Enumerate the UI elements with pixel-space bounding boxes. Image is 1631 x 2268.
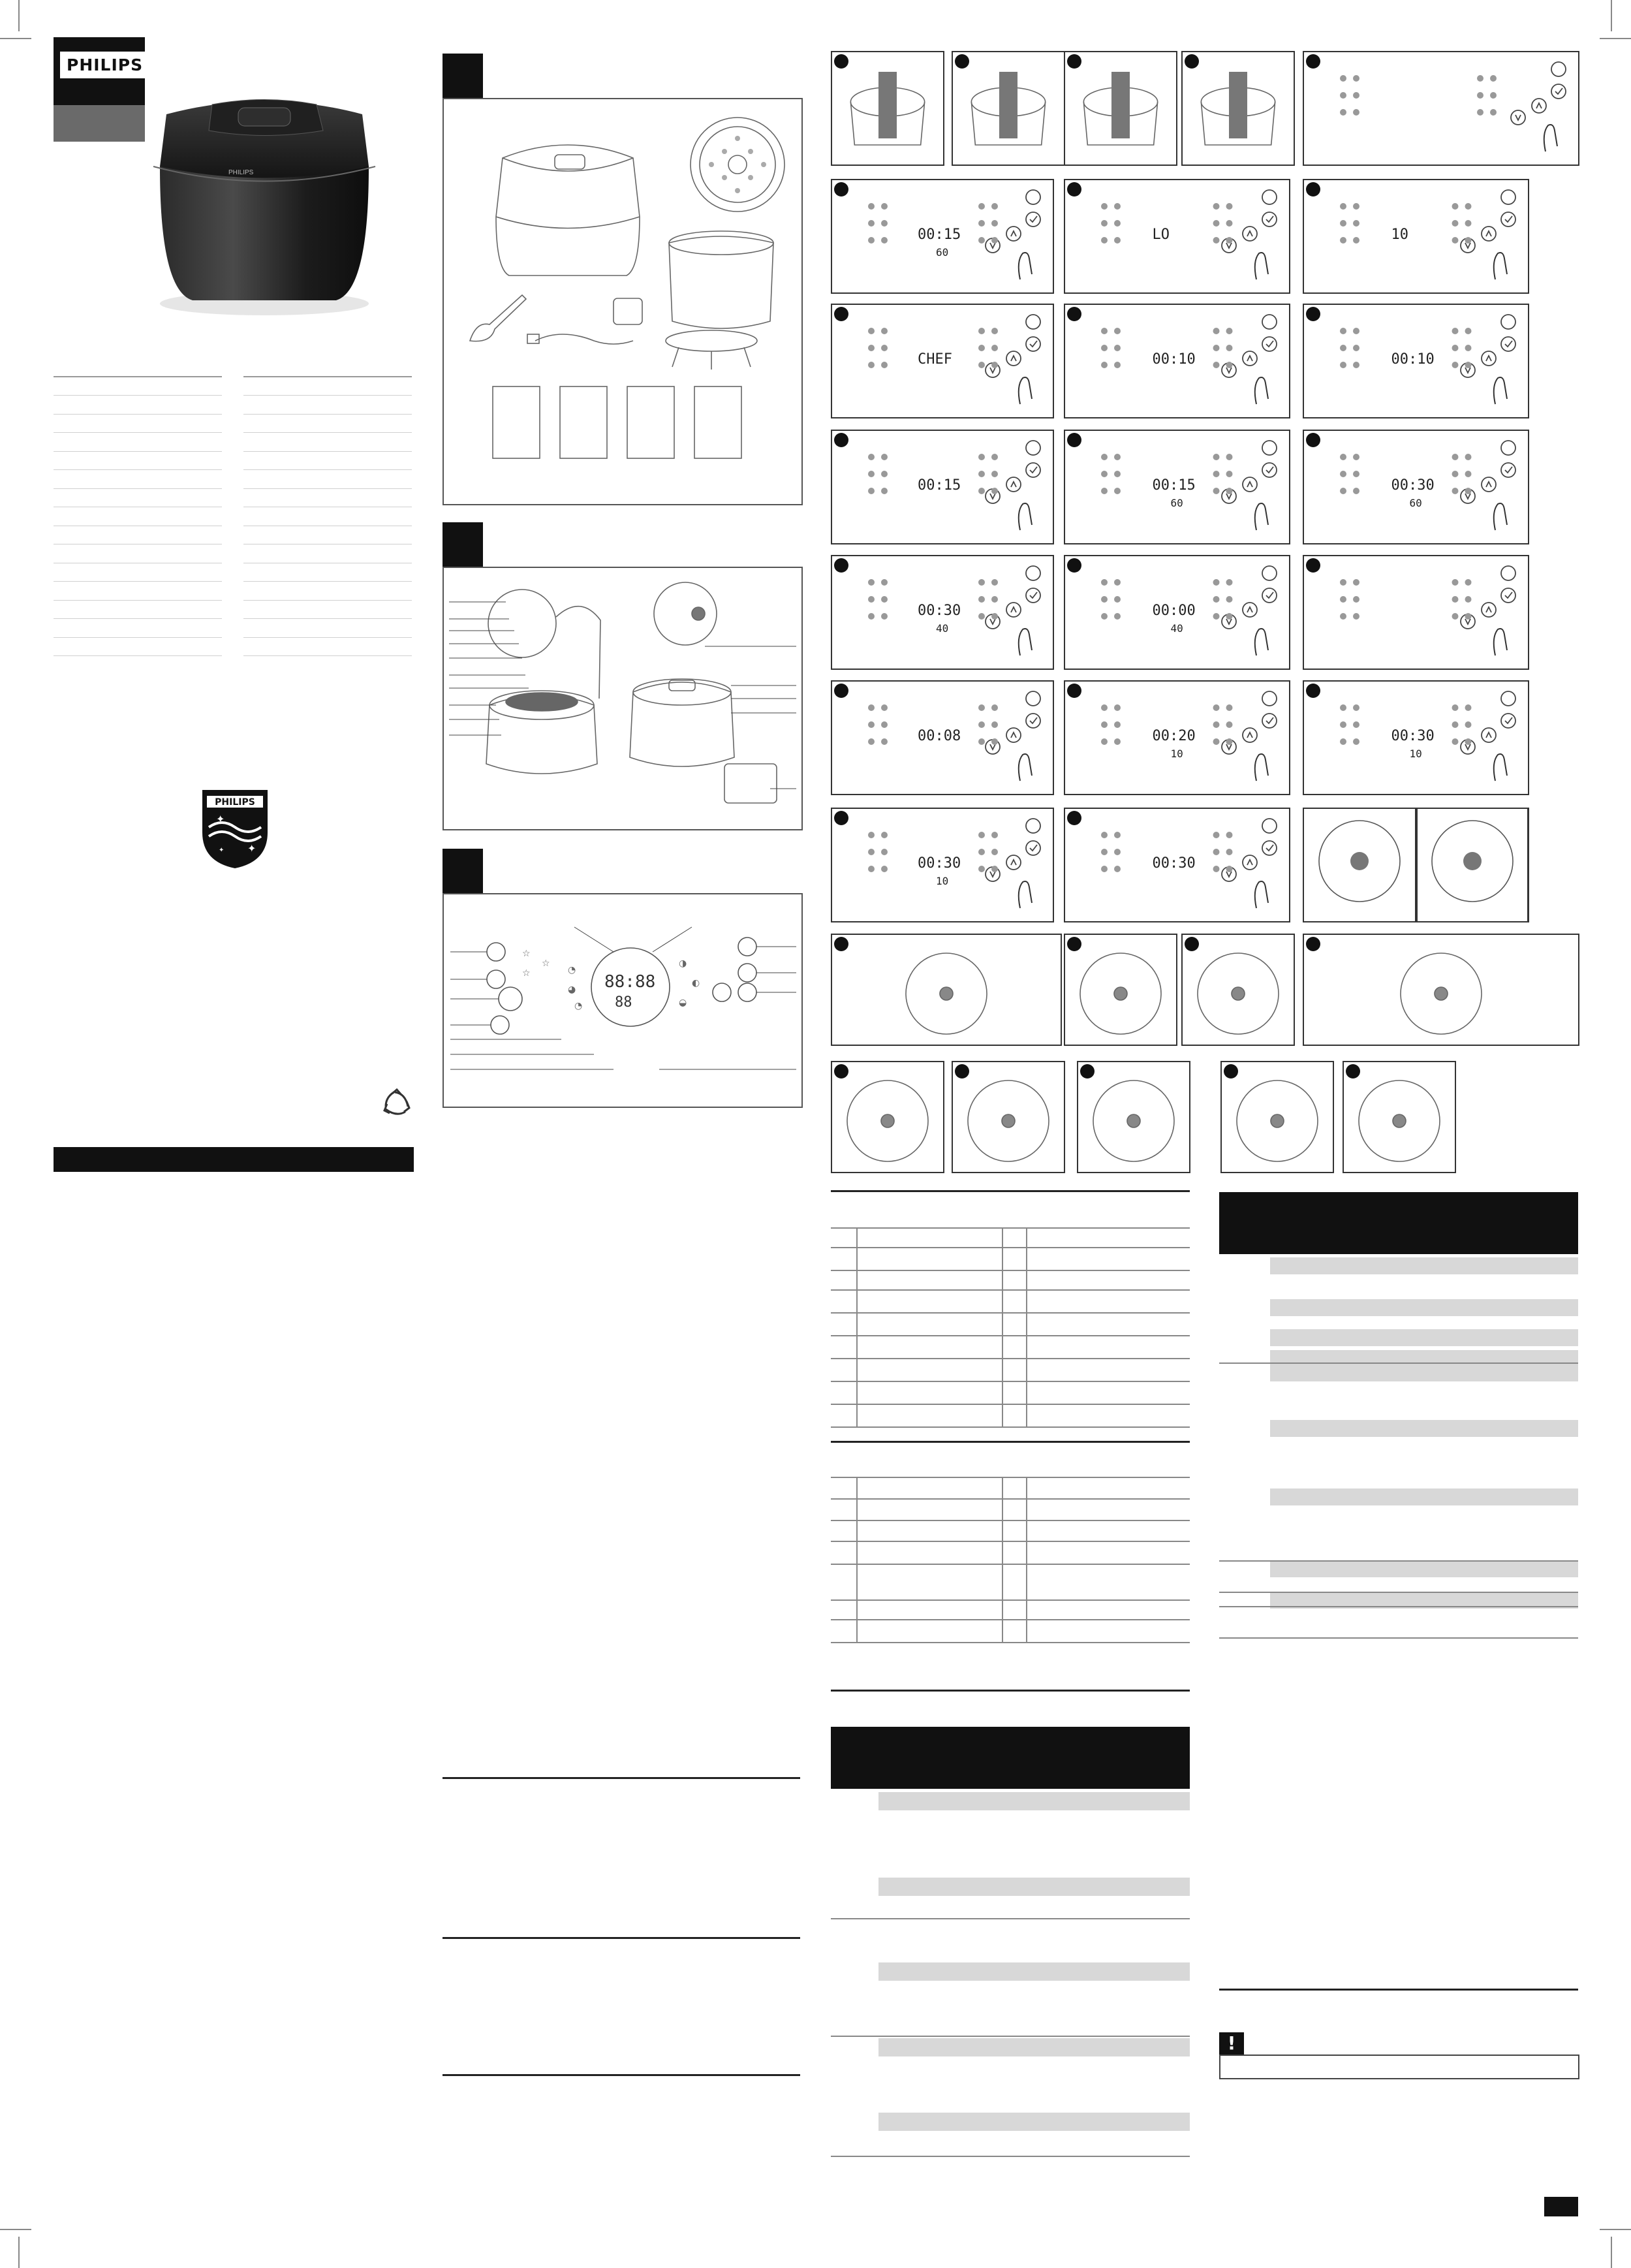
step-display-readout: 00:30 <box>918 603 961 619</box>
step-display-readout: 00:10 <box>1152 351 1196 368</box>
figure-a-tab <box>443 54 483 99</box>
table-row-divider <box>1219 1592 1578 1593</box>
step-display-readout: 00:15 <box>918 227 961 243</box>
maintenance-illustration-panel <box>952 1061 1065 1173</box>
step-display-sub: 60 <box>936 246 949 259</box>
table-row-shaded <box>1270 1299 1578 1316</box>
table-row-divider <box>831 1642 1190 1643</box>
lid-illustration-panel <box>1303 808 1416 922</box>
crop-mark <box>18 0 20 31</box>
svg-text:◐: ◐ <box>692 978 700 988</box>
maintenance-illustration-panel <box>1064 934 1177 1046</box>
svg-text:◒: ◒ <box>679 998 687 1008</box>
table-row-divider <box>1219 1637 1578 1639</box>
table-column-divider <box>1026 1477 1027 1642</box>
step-panel-11 <box>1303 304 1529 418</box>
table-row-divider <box>831 1498 1190 1500</box>
step-number-marker <box>1346 1064 1360 1079</box>
step-panel-3 <box>1064 51 1177 166</box>
svg-text:◑: ◑ <box>679 958 687 969</box>
step-display-readout: 00:08 <box>918 728 961 744</box>
figure-c-control-panel <box>443 893 803 1108</box>
step-display-readout: LO <box>1152 227 1170 243</box>
table-row-divider <box>831 1918 1190 1919</box>
step-display-readout: 00:30 <box>1152 855 1196 872</box>
crop-mark <box>1611 2237 1612 2268</box>
step-number-marker <box>834 937 848 951</box>
step-panel-18 <box>831 680 1054 795</box>
step-number-marker <box>1306 182 1320 197</box>
table-row-divider <box>831 1541 1190 1542</box>
lined-column-left <box>54 358 222 656</box>
step-panel-17 <box>1303 555 1529 670</box>
lid-illustration-panel <box>1416 808 1529 922</box>
step-panel-8 <box>1303 179 1529 294</box>
step-panel-9 <box>831 304 1054 418</box>
step-number-marker <box>1067 182 1081 197</box>
panel-segment-bottom: 88 <box>615 994 632 1011</box>
table-row-shaded <box>1270 1257 1578 1274</box>
panel-segment-top: 88:88 <box>604 972 656 992</box>
step-number-marker <box>1067 811 1081 825</box>
step-display-sub: 40 <box>1170 622 1183 635</box>
table-row-divider <box>831 2156 1190 2157</box>
step-display-readout: 00:00 <box>1152 603 1196 619</box>
table-row-divider <box>831 1404 1190 1405</box>
svg-text:☆: ☆ <box>522 968 531 979</box>
section-rule <box>831 1690 1190 1692</box>
section-rule <box>1219 1989 1578 1991</box>
step-number-marker <box>1067 307 1081 321</box>
crop-mark <box>1600 2229 1631 2230</box>
step-number-marker <box>1185 937 1199 951</box>
svg-text:◕: ◕ <box>568 984 576 995</box>
step-number-marker <box>1306 684 1320 698</box>
cooking-table-header <box>831 1727 1190 1789</box>
step-number-marker <box>1306 54 1320 69</box>
section-banner <box>54 1147 414 1172</box>
section-rule <box>443 2074 800 2076</box>
step-panel-6 <box>831 179 1054 294</box>
step-number-marker <box>834 307 848 321</box>
lined-column-right <box>243 358 412 656</box>
table-row-divider <box>831 1358 1190 1359</box>
step-panel-19 <box>1064 680 1290 795</box>
section-rule <box>443 1937 800 1939</box>
step-number-marker <box>1067 558 1081 573</box>
step-number-marker <box>955 54 969 69</box>
table-row-shaded <box>878 1878 1190 1896</box>
svg-text:◔: ◔ <box>568 965 576 975</box>
maintenance-illustration-panel <box>1181 934 1295 1046</box>
step-display-readout: 00:30 <box>918 855 961 872</box>
svg-text:◔: ◔ <box>574 1001 583 1011</box>
step-number-marker <box>834 433 848 447</box>
maintenance-illustration-panel <box>1077 1061 1190 1173</box>
table-row-divider <box>1219 1560 1578 1562</box>
step-number-marker <box>834 54 848 69</box>
logo-accent-bar <box>54 105 145 142</box>
table-row-divider <box>831 1520 1190 1521</box>
step-display-sub: 60 <box>1409 497 1422 509</box>
step-display-readout: 00:30 <box>1391 477 1435 494</box>
step-panel-20 <box>1303 680 1529 795</box>
step-number-marker <box>1067 54 1081 69</box>
table-row-divider <box>831 1227 1190 1229</box>
table-row-divider <box>831 2036 1190 2037</box>
step-panel-4 <box>1181 51 1295 166</box>
crop-mark <box>1600 38 1631 39</box>
step-panel-7 <box>1064 179 1290 294</box>
table-row-divider <box>831 1270 1190 1271</box>
svg-text:✦: ✦ <box>219 847 225 854</box>
table-row-divider <box>831 1426 1190 1428</box>
philips-shield-logo <box>199 787 271 870</box>
maintenance-illustration-panel <box>831 1061 944 1173</box>
table-row-divider <box>831 1477 1190 1478</box>
step-display-readout: 00:10 <box>1391 351 1435 368</box>
maintenance-illustration-panel <box>1220 1061 1334 1173</box>
step-panel-2 <box>952 51 1065 166</box>
step-number-marker <box>834 811 848 825</box>
table-row-divider <box>831 1619 1190 1620</box>
step-panel-16 <box>1064 555 1290 670</box>
section-rule <box>831 1441 1190 1443</box>
figure-a-parts-overview <box>443 98 803 505</box>
step-number-marker <box>1306 433 1320 447</box>
step-number-marker <box>955 1064 969 1079</box>
crop-mark <box>18 2237 20 2268</box>
table-column-divider <box>1026 1227 1027 1426</box>
section-rule <box>831 1190 1190 1192</box>
maintenance-illustration-panel <box>1343 1061 1456 1173</box>
svg-text:☆: ☆ <box>542 958 550 969</box>
step-number-marker <box>1306 307 1320 321</box>
step-display-readout: 00:30 <box>1391 728 1435 744</box>
table-row-divider <box>831 1381 1190 1382</box>
shield-wordmark: PHILIPS <box>215 797 255 808</box>
figure-c-tab <box>443 849 483 894</box>
step-number-marker <box>834 684 848 698</box>
page-number-badge <box>1544 2197 1578 2216</box>
table-column-divider <box>856 1227 858 1426</box>
table-row-divider <box>831 1289 1190 1291</box>
step-number-marker <box>1067 433 1081 447</box>
crop-mark <box>1611 0 1612 31</box>
step-number-marker <box>1306 937 1320 951</box>
table-row-shaded <box>1270 1560 1578 1577</box>
step-panel-15 <box>831 555 1054 670</box>
step-number-marker <box>1306 558 1320 573</box>
table-row-divider <box>1219 1606 1578 1607</box>
step-display-readout: 10 <box>1391 227 1408 243</box>
step-display-sub: 10 <box>1409 748 1422 760</box>
maintenance-illustration-panel <box>831 934 1062 1046</box>
table-row-shaded <box>1270 1488 1578 1505</box>
step-number-marker <box>1080 1064 1095 1079</box>
brand-wordmark: PHILIPS <box>60 52 149 78</box>
step-number-marker <box>834 558 848 573</box>
svg-text:PHILIPS: PHILIPS <box>228 169 254 176</box>
step-panel-22 <box>1064 808 1290 922</box>
section-rule <box>443 1777 800 1779</box>
warning-box <box>1219 2055 1579 2079</box>
step-number-marker <box>834 1064 848 1079</box>
step-panel-5 <box>1303 51 1579 166</box>
step-display-readout: CHEF <box>918 351 952 368</box>
step-number-marker <box>1224 1064 1238 1079</box>
step-display-readout: 00:15 <box>918 477 961 494</box>
step-display-sub: 60 <box>1170 497 1183 509</box>
table-row-divider <box>831 1335 1190 1336</box>
step-display-readout: 00:15 <box>1152 477 1196 494</box>
step-display-sub: 40 <box>936 622 949 635</box>
step-panel-13 <box>1064 430 1290 544</box>
step-panel-1 <box>831 51 944 166</box>
table-row-shaded <box>1270 1420 1578 1437</box>
table-row-divider <box>831 1564 1190 1565</box>
table-column-divider <box>856 1477 858 1642</box>
table-row-shaded <box>878 2038 1190 2056</box>
step-number-marker <box>1185 54 1199 69</box>
crop-mark <box>0 2229 31 2230</box>
step-display-readout: 00:20 <box>1152 728 1196 744</box>
table-column-divider <box>1002 1227 1003 1426</box>
table-row-divider <box>831 1599 1190 1601</box>
table-row-shaded <box>1270 1329 1578 1346</box>
figure-b-tab <box>443 522 483 568</box>
step-panel-10 <box>1064 304 1290 418</box>
figure-b-product-diagram <box>443 567 803 830</box>
table-row-shaded <box>878 1962 1190 1981</box>
product-image <box>147 75 382 323</box>
table-row-divider <box>831 1247 1190 1248</box>
svg-text:✦: ✦ <box>216 814 225 825</box>
svg-text:☆: ☆ <box>522 949 531 959</box>
svg-text:✦: ✦ <box>247 843 256 855</box>
table-row-shaded <box>1270 1364 1578 1381</box>
step-panel-14 <box>1303 430 1529 544</box>
step-panel-12 <box>831 430 1054 544</box>
step-panel-21 <box>831 808 1054 922</box>
cooking-table-header <box>1219 1192 1578 1254</box>
table-row-shaded <box>878 1792 1190 1810</box>
step-display-sub: 10 <box>1170 748 1183 760</box>
table-row-shaded <box>878 2113 1190 2131</box>
recycle-icon <box>381 1087 413 1120</box>
table-column-divider <box>1002 1477 1003 1642</box>
table-row-divider <box>1219 1362 1578 1364</box>
step-number-marker <box>834 182 848 197</box>
step-display-sub: 10 <box>936 875 949 887</box>
exclamation-warning-icon: ! <box>1219 2032 1244 2055</box>
table-row-divider <box>831 1312 1190 1314</box>
brand-logo-block <box>54 37 145 105</box>
crop-mark <box>0 38 31 39</box>
step-number-marker <box>1067 937 1081 951</box>
step-number-marker <box>1067 684 1081 698</box>
maintenance-illustration-panel <box>1303 934 1579 1046</box>
